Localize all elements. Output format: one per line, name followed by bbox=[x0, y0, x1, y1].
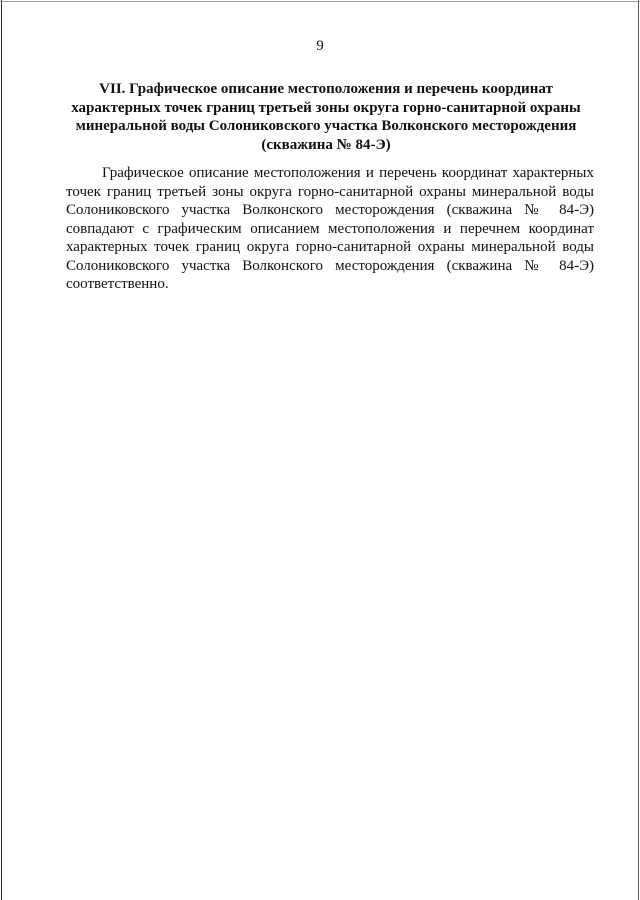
paragraph-line: Солониковского участка Волконского месторождения (скважина № 84-Э) bbox=[66, 257, 594, 274]
section-paragraph bbox=[66, 164, 594, 294]
paragraph-line: Графическое описание местоположения и перечень координат характерных bbox=[102, 165, 594, 181]
page-number: 9 bbox=[316, 38, 324, 54]
paragraph-line: точек границ третьей зоны округа горно-санитарной охраны минеральной воды bbox=[66, 183, 594, 200]
heading-line: VII. Графическое описание местоположения и перечень координат bbox=[99, 81, 553, 97]
paragraph-line: Солониковского участка Волконского месторождения (скважина № 84-Э) bbox=[66, 202, 594, 218]
scan-edge-top bbox=[0, 1, 640, 2]
heading-line: минеральной воды Солониковского участка Волконского месторождения bbox=[75, 118, 577, 134]
scan-edge-left bbox=[1, 0, 2, 900]
paragraph-line: соответственно. bbox=[66, 276, 169, 292]
paragraph-line: совпадают с графическим описанием местоположения и перечнем координат bbox=[66, 220, 594, 237]
scan-edge-right bbox=[638, 0, 639, 900]
heading-line: характерных точек границ третьей зоны округа горно-санитарной охраны bbox=[71, 99, 581, 116]
heading-line: (скважина № 84-Э) bbox=[261, 136, 391, 153]
paragraph-line: характерных точек границ округа горно-санитарной охраны минеральной воды bbox=[66, 239, 594, 255]
section-heading bbox=[66, 80, 586, 154]
